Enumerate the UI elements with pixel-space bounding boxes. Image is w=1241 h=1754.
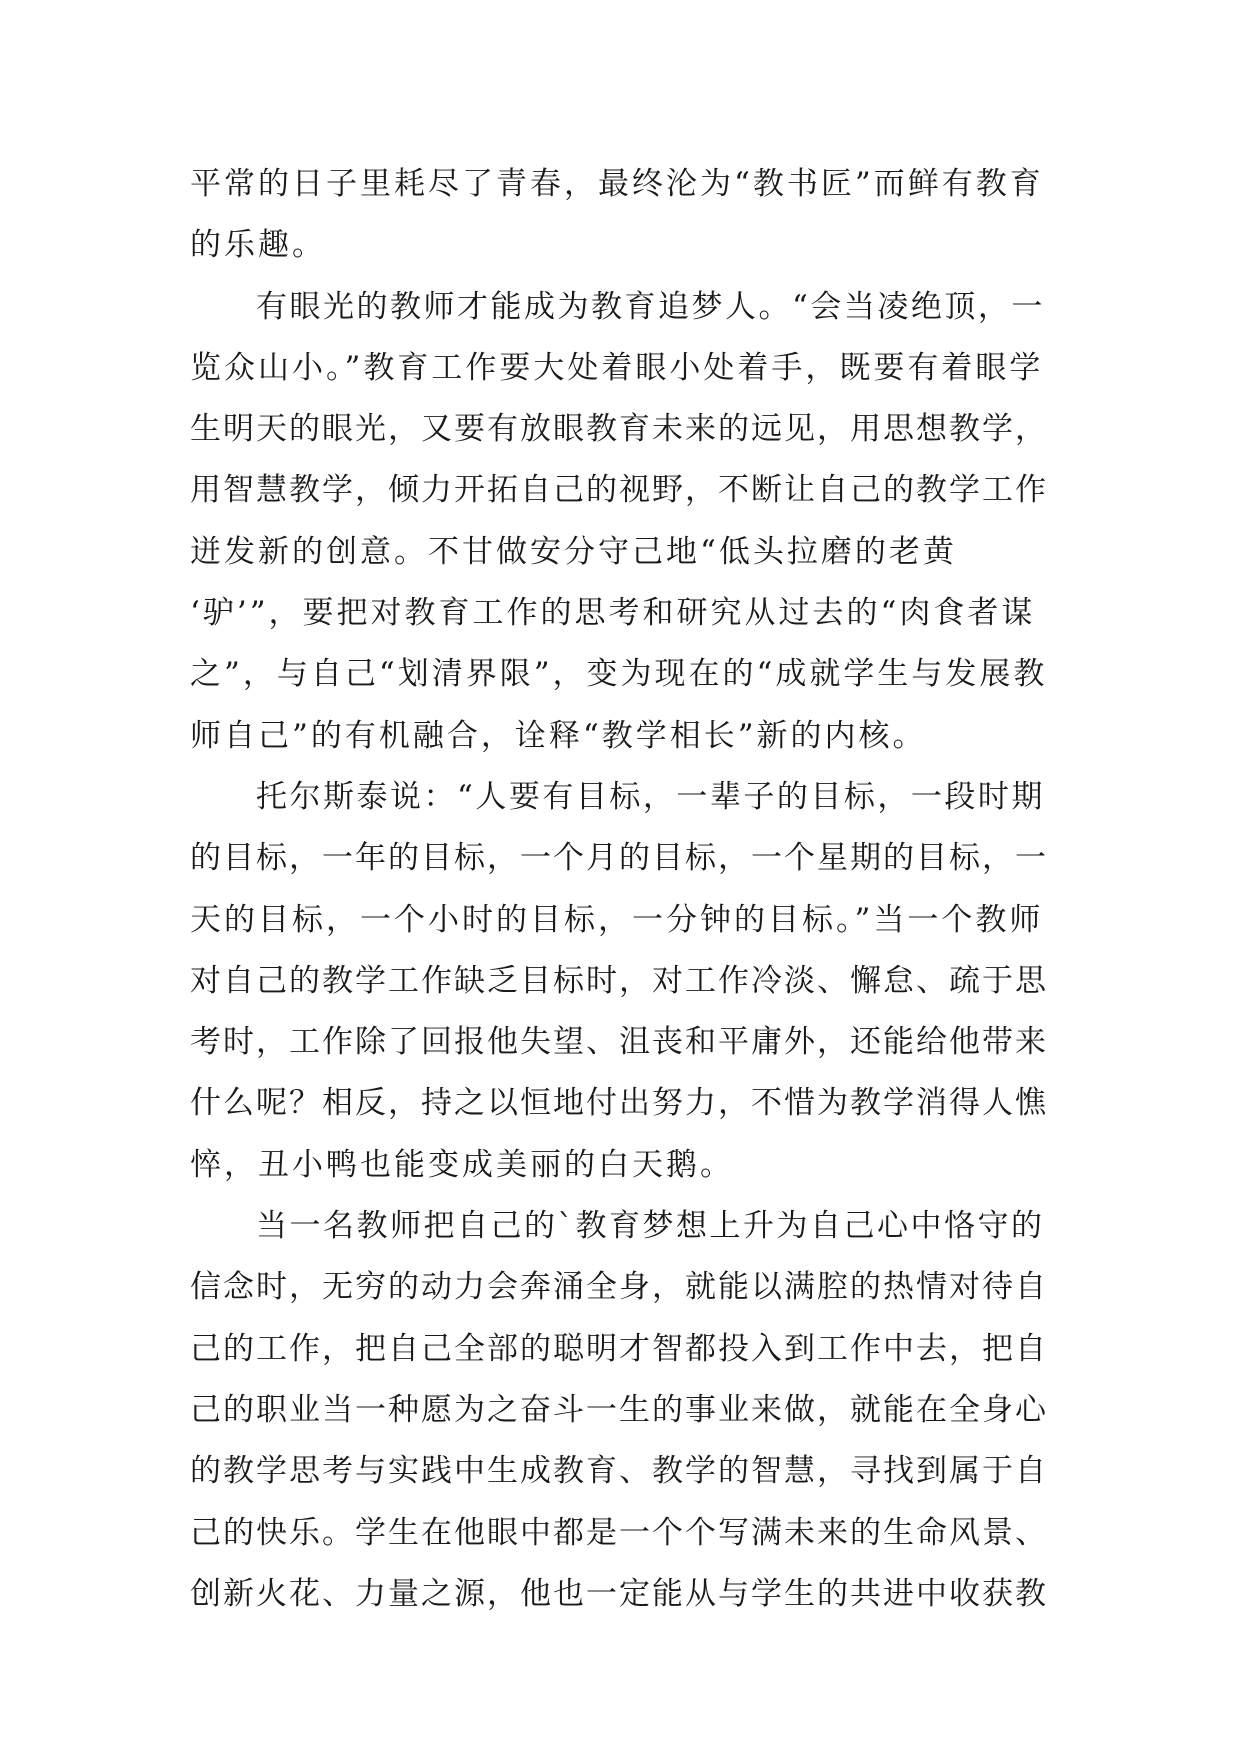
text-line: 考时，工作除了回报他失望、沮丧和平庸外，还能给他带来 bbox=[190, 1024, 1048, 1061]
text-line: 己的快乐。学生在他眼中都是一个个写满未来的生命风景、 bbox=[190, 1514, 1048, 1551]
text-line: 的乐趣。 bbox=[190, 227, 326, 264]
text-line: ‘驴’”，要把对教育工作的思考和研究从过去的“肉食者谋 bbox=[190, 595, 1036, 632]
text-line: 生明天的眼光，又要有放眼教育未来的远见，用思想教学， bbox=[190, 411, 1048, 448]
text-line: 己的职业当一种愿为之奋斗一生的事业来做，就能在全身心 bbox=[190, 1391, 1048, 1428]
text-line: 的教学思考与实践中生成教育、教学的智慧，寻找到属于自 bbox=[190, 1453, 1048, 1490]
text-line: 己的工作，把自己全部的聪明才智都投入到工作中去，把自 bbox=[190, 1330, 1048, 1367]
text-line: 之”，与自己“划清界限”，变为现在的“成就学生与发展教 bbox=[190, 656, 1048, 693]
text-line: 用智慧教学，倾力开拓自己的视野，不断让自己的教学工作 bbox=[190, 472, 1048, 509]
paragraph-first-line: 有眼光的教师才能成为教育追梦人。“会当凌绝顶，一 bbox=[256, 288, 1045, 325]
text-line: 信念时，无穷的动力会奔涌全身，就能以满腔的热情对待自 bbox=[190, 1269, 1048, 1306]
text-line: 迸发新的创意。不甘做安分守己地“低头拉磨的老黄 bbox=[190, 533, 957, 570]
text-line: 悴，丑小鸭也能变成美丽的白天鹅。 bbox=[190, 1146, 734, 1183]
text-line: 览众山小。”教育工作要大处着眼小处着手，既要有着眼学 bbox=[190, 349, 1044, 386]
text-line: 平常的日子里耗尽了青春，最终沦为“教书匠”而鲜有教育 bbox=[190, 166, 1044, 202]
text-line: 师自己”的有机融合，诠释“教学相长”新的内核。 bbox=[190, 717, 927, 754]
text-line: 创新火花、力量之源，他也一定能从与学生的共进中收获教 bbox=[190, 1575, 1048, 1612]
text-line: 对自己的教学工作缺乏目标时，对工作冷淡、懈怠、疏于思 bbox=[190, 962, 1048, 999]
paragraph-first-line: 托尔斯泰说：“人要有目标，一辈子的目标，一段时期 bbox=[256, 778, 1045, 815]
paragraph-first-line: 当一名教师把自己的`教育梦想上升为自己心中恪守的 bbox=[256, 1208, 1045, 1245]
text-line: 的目标，一年的目标，一个月的目标，一个星期的目标，一 bbox=[190, 840, 1048, 877]
text-line: 天的目标，一个小时的目标，一分钟的目标。”当一个教师 bbox=[190, 901, 1044, 938]
document-page bbox=[190, 154, 1050, 1625]
text-line: 什么呢？相反，持之以恒地付出努力，不惜为教学消得人憔 bbox=[190, 1085, 1048, 1122]
